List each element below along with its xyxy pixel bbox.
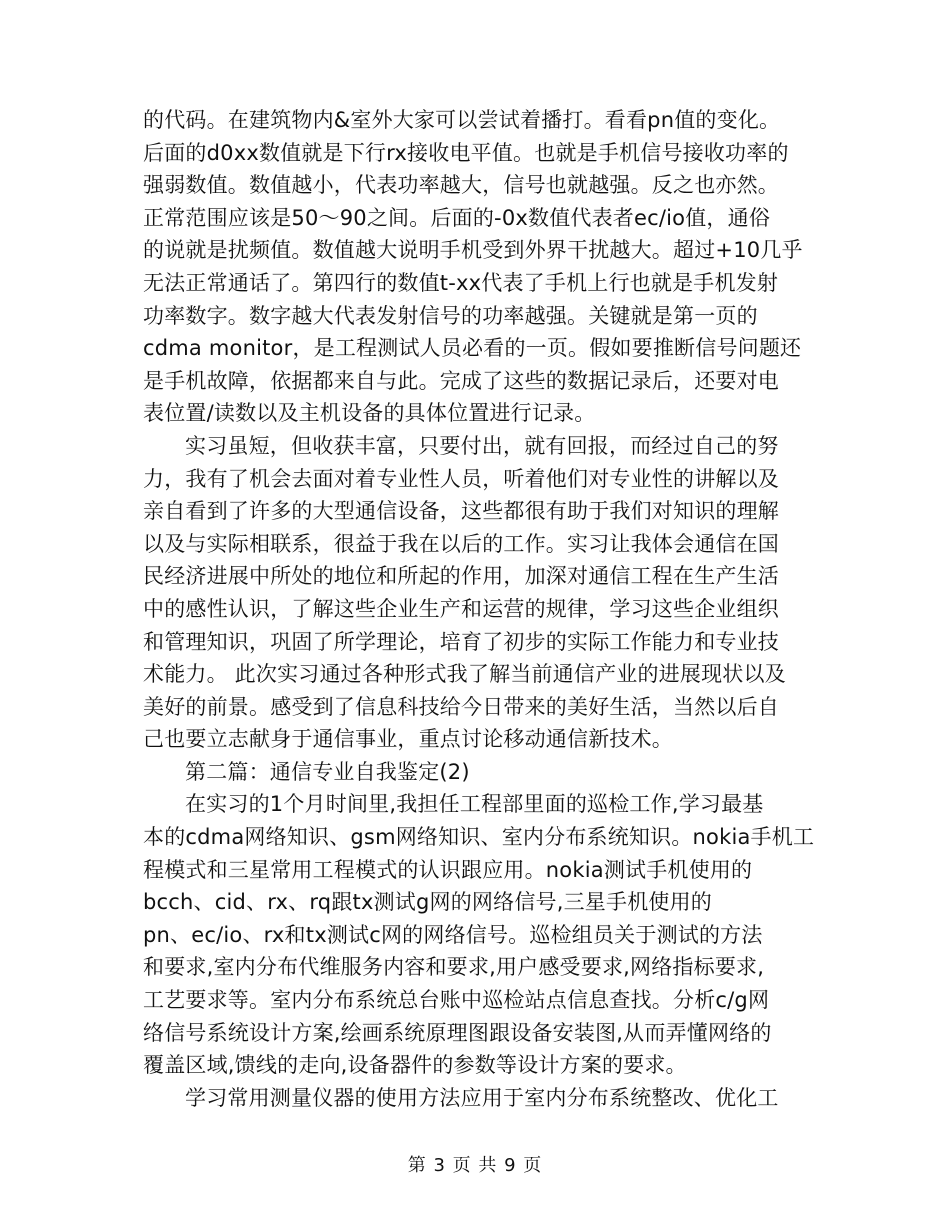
page-number-footer: 第 3 页 共 9 页 [407, 1155, 543, 1176]
text-line: cdma monitor，是工程测试人员必看的一页。假如要推断信号问题还 [143, 336, 802, 361]
text-line: 力，我有了机会去面对着专业性人员，听着他们对专业性的讲解以及 [143, 466, 779, 491]
paragraph-start-line: 学习常用测量仪器的使用方法应用于室内分布系统整改、优化工 [185, 1085, 779, 1110]
text-line: 中的感性认识，了解这些企业生产和运营的规律，学习这些企业组织 [143, 596, 779, 621]
text-line: 民经济进展中所处的地位和所起的作用，加深对通信工程在生产生活 [143, 564, 779, 589]
paragraph-start-line: 在实习的1个月时间里,我担任工程部里面的巡检工作,学习最基 [185, 792, 764, 817]
text-line: 程模式和三星常用工程模式的认识跟应用。nokia测试手机使用的 [143, 857, 753, 882]
text-line: 亲自看到了许多的大型通信设备，这些都很有助于我们对知识的理解 [143, 499, 779, 524]
document-body [143, 104, 823, 1114]
text-line: 的代码。在建筑物内&室外大家可以尝试着播打。看看pn值的变化。 [143, 108, 781, 132]
text-line: 络信号系统设计方案,绘画系统原理图跟设备安装图,从而弄懂网络的 [143, 1020, 772, 1045]
text-line: 覆盖区域,馈线的走向,设备器件的参数等设计方案的要求。 [143, 1053, 687, 1078]
text-line: 功率数字。数字越大代表发射信号的功率越强。关键就是第一页的 [143, 303, 758, 328]
text-line: bcch、cid、rx、rq跟tx测试g网的网络信号,三星手机使用的 [143, 890, 712, 915]
text-line: 是手机故障，依据都来自与此。完成了这些的数据记录后，还要对电 [143, 368, 779, 393]
text-line: 工艺要求等。室内分布系统总台账中巡检站点信息查找。分析c/g网 [143, 988, 770, 1013]
text-line: 美好的前景。感受到了信息科技给今日带来的美好生活，当然以后自 [143, 694, 779, 719]
text-line: 本的cdma网络知识、gsm网络知识、室内分布系统知识。nokia手机工 [143, 825, 815, 850]
text-line: 和管理知识，巩固了所学理论，培育了初步的实际工作能力和专业技 [143, 629, 779, 654]
text-line: 后面的d0xx数值就是下行rx接收电平值。也就是手机信号接收功率的 [143, 140, 789, 165]
text-line: 的说就是扰频值。数值越大说明手机受到外界干扰越大。超过+10几乎 [143, 238, 803, 263]
text-line: 表位置/读数以及主机设备的具体位置进行记录。 [143, 401, 596, 426]
paragraph-start-line: 实习虽短，但收获丰富，只要付出，就有回报，而经过自己的努 [185, 433, 779, 458]
text-line: 无法正常通话了。第四行的数值t-xx代表了手机上行也就是手机发射 [143, 270, 779, 295]
text-line: 己也要立志献身于通信事业，重点讨论移动通信新技术。 [143, 727, 673, 752]
section-heading: 第二篇：通信专业自我鉴定(2) [185, 759, 470, 784]
text-line: 以及与实际相联系，很益于我在以后的工作。实习让我体会通信在国 [143, 531, 779, 556]
text-line: 强弱数值。数值越小，代表功率越大，信号也就越强。反之也亦然。 [143, 173, 779, 198]
text-line: 正常范围应该是50～90之间。后面的-0x数值代表者ec/io值，通俗 [143, 205, 771, 230]
text-line: 和要求,室内分布代维服务内容和要求,用户感受要求,网络指标要求, [143, 955, 765, 980]
text-line: 术能力。 此次实习通过各种形式我了解当前通信产业的进展现状以及 [143, 662, 786, 687]
text-line: pn、ec/io、rx和tx测试c网的网络信号。巡检组员关于测试的方法 [143, 922, 763, 947]
